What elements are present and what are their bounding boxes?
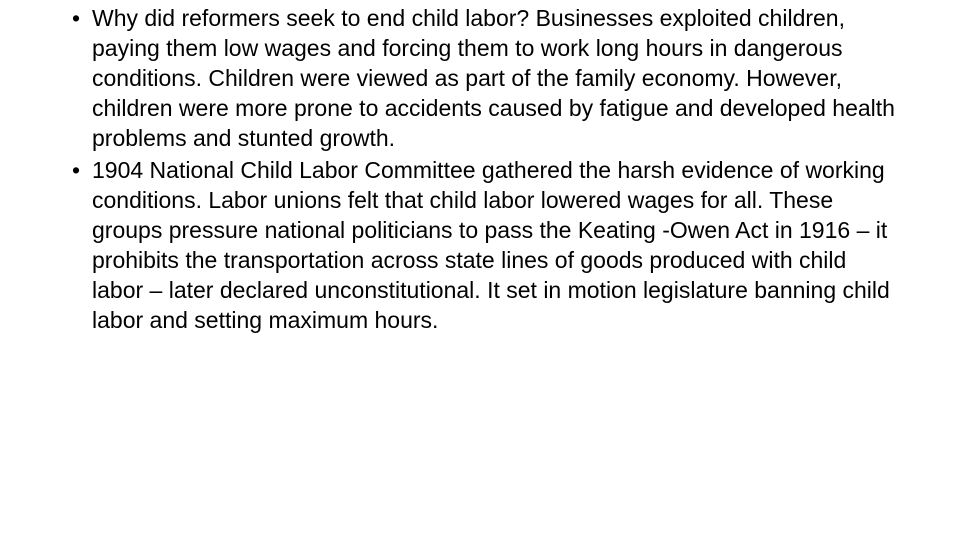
bullet-text: Why did reformers seek to end child labor? Businesses exploited children, paying them low wages and forcing them to work long hours in dangerous conditions. Children were viewed as part of the family economy. However, children were more prone to accidents caused by fatigue and developed health problems and stunted growth. xyxy=(92,5,895,151)
list-item xyxy=(72,3,902,153)
bullet-icon: • xyxy=(72,5,81,31)
list-item xyxy=(72,155,902,335)
bullet-icon: • xyxy=(72,157,81,183)
bullet-text: 1904 National Child Labor Committee gathered the harsh evidence of working conditions. Labor unions felt that child labor lowered wages for all. These groups pressure national politicians to pass the Keating -Owen Act in 1916 – it prohibits the transportation across state lines of goods produced with child labor – later declared unconstitutional. It set in motion legislature banning child labor and setting maximum hours. xyxy=(92,157,890,333)
bullet-list xyxy=(72,3,902,337)
